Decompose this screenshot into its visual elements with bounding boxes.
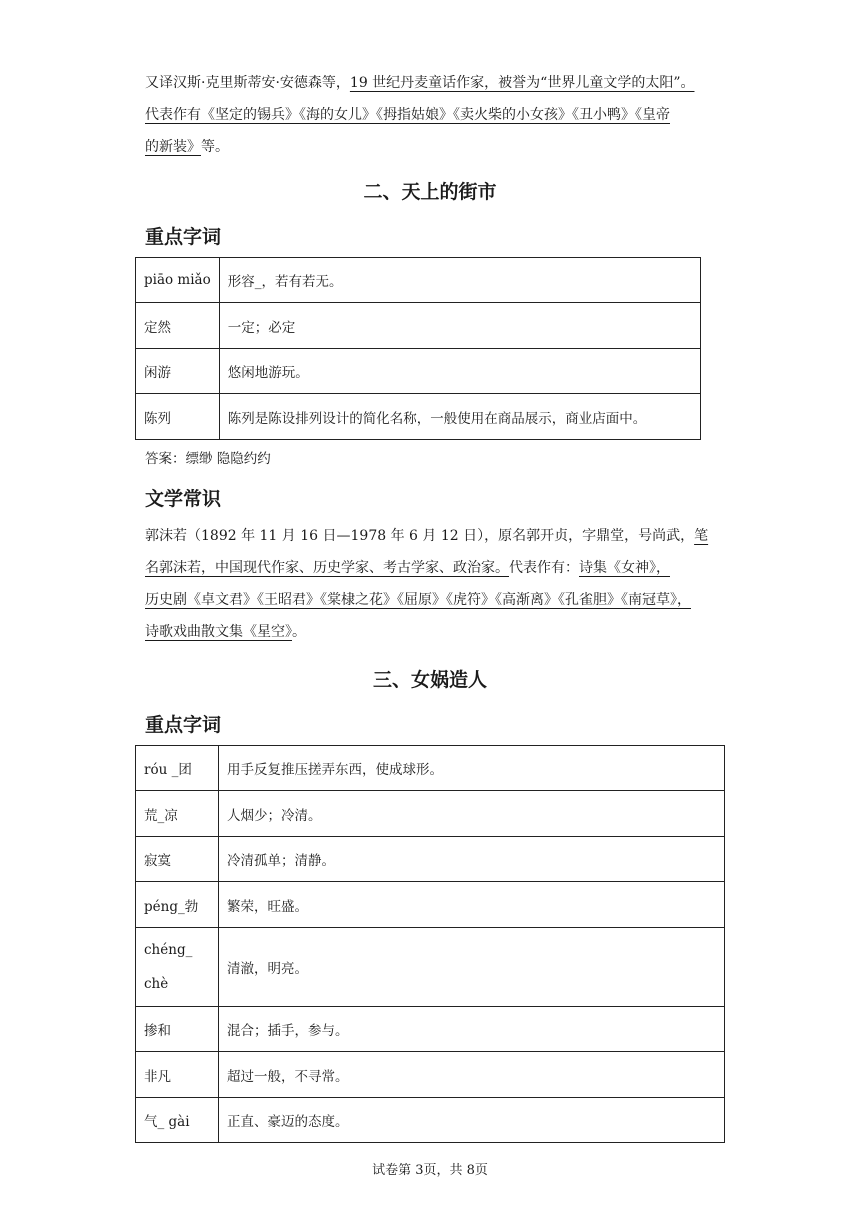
vocab-definition: 人烟少；冷清。 [219, 791, 725, 837]
lit-line-4b: 。 [292, 624, 306, 640]
vocab-term-line-1: chéng_ [144, 942, 193, 958]
lit-line-3: 历史剧《卓文君》《王昭君》《棠棣之花》《屈原》《虎符》《高渐离》《孔雀胆》《南冠草》， [145, 592, 691, 608]
vocab-term [136, 928, 219, 1007]
lit-line-1a: 郭沫若（1892 年 11 月 16 日—1978 年 6 月 12 日），原名郭开贞，字鼎堂，号尚武， [145, 528, 695, 544]
table-row [136, 258, 701, 303]
lit-line-2c: 诗集《女神》， [579, 560, 670, 576]
vocab-term: 掺和 [136, 1007, 219, 1052]
page-footer: 试卷第 3页，共 8页 [372, 1163, 488, 1178]
intro-line-3b: 等。 [201, 139, 229, 155]
vocab-term: 闲游 [136, 349, 220, 394]
section-2-vocab-heading: 重点字词 [145, 226, 222, 248]
vocab-definition: 混合；插手，参与。 [219, 1007, 725, 1052]
table-row [136, 791, 725, 837]
vocab-definition: 正直、豪迈的态度。 [219, 1098, 725, 1143]
answer-text: 答案：缥缈 隐隐约约 [145, 451, 271, 467]
vocab-term: 定然 [136, 303, 220, 349]
lit-line-4a: 诗歌戏曲散文集《星空》 [145, 624, 292, 640]
vocab-term: piāo miǎo [136, 258, 220, 303]
table-row [136, 303, 701, 349]
section-3-title: 三、女娲造人 [372, 669, 487, 691]
table-row [136, 837, 725, 882]
section-3-vocab-table [135, 745, 725, 1143]
vocab-definition: 用手反复推压搓弄东西，使成球形。 [219, 746, 725, 791]
table-row [136, 1052, 725, 1098]
vocab-definition: 一定；必定 [219, 303, 700, 349]
table-row [136, 882, 725, 928]
table-row [136, 394, 701, 440]
vocab-definition: 繁荣，旺盛。 [219, 882, 725, 928]
vocab-term: róu _团 [136, 746, 219, 791]
literature-heading: 文学常识 [145, 488, 222, 510]
section-2-title: 二、天上的街市 [363, 181, 497, 203]
intro-line-1b: 19 世纪丹麦童话作家，被誉为“世界儿童文学的太阳”。 [349, 75, 695, 91]
lit-line-2a: 名郭沫若，中国现代作家、历史学家、考古学家、政治家。 [145, 560, 509, 576]
vocab-term-line-2: chè [144, 976, 169, 992]
table-row [136, 928, 725, 1007]
intro-line-1a: 又译汉斯·克里斯蒂安·安德森等， [145, 75, 350, 91]
vocab-definition: 陈列是陈设排列设计的简化名称，一般使用在商品展示，商业店面中。 [219, 394, 700, 440]
vocab-term: 气_ gài [136, 1098, 219, 1143]
vocab-term: 非凡 [136, 1052, 219, 1098]
intro-paragraph [145, 67, 715, 163]
intro-line-2: 代表作有《坚定的锡兵》《海的女儿》《拇指姑娘》《卖火柴的小女孩》《丑小鸭》《皇帝 [145, 107, 670, 123]
vocab-term: 寂寞 [136, 837, 219, 882]
table-row [136, 1007, 725, 1052]
section-2-vocab-table [135, 257, 701, 440]
vocab-definition: 冷清孤单；清静。 [219, 837, 725, 882]
table-row [136, 349, 701, 394]
vocab-term: 荒_凉 [136, 791, 219, 837]
table-row [136, 1098, 725, 1143]
lit-line-1b: 笔 [694, 528, 709, 544]
lit-line-2b: 代表作有： [509, 560, 579, 576]
vocab-term: péng_勃 [136, 882, 219, 928]
literature-paragraph [145, 520, 715, 648]
vocab-definition: 悠闲地游玩。 [219, 349, 700, 394]
vocab-definition: 清澈，明亮。 [219, 928, 725, 1007]
section-3-vocab-heading: 重点字词 [145, 714, 222, 736]
vocab-definition: 超过一般，不寻常。 [219, 1052, 725, 1098]
vocab-term: 陈列 [136, 394, 220, 440]
vocab-definition: 形容_，若有若无。 [219, 258, 700, 303]
intro-line-3a: 的新装》 [145, 139, 201, 155]
table-row [136, 746, 725, 791]
